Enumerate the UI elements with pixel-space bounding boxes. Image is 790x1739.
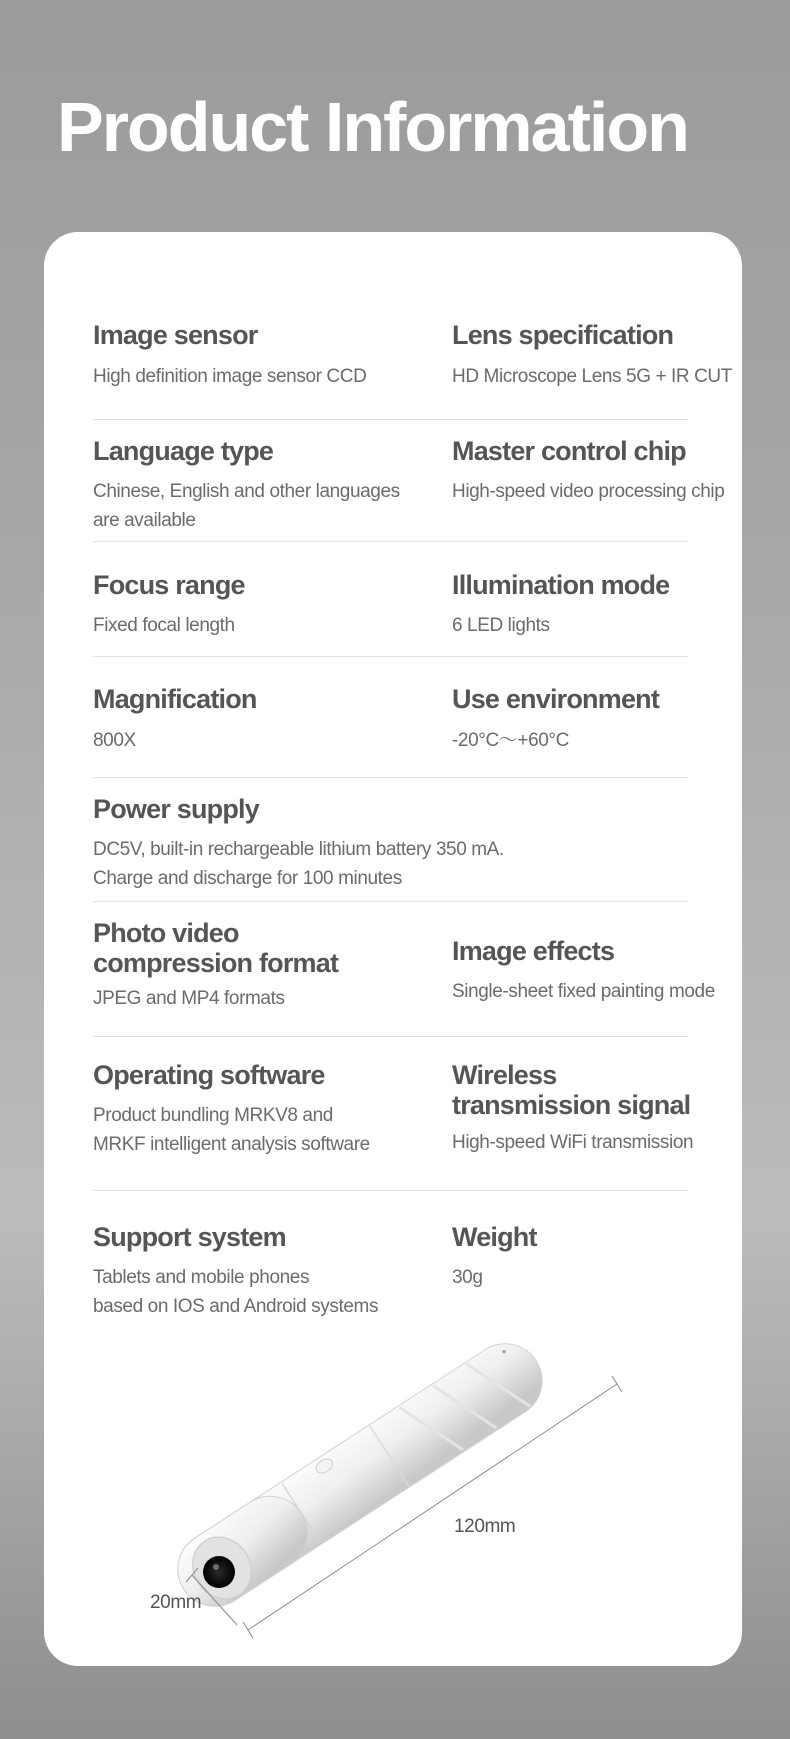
spec-label-illumination-mode: Illumination mode (452, 570, 670, 600)
spec-label-weight: Weight (452, 1222, 537, 1252)
microscope-illustration (130, 1300, 650, 1650)
spec-label-wireless-transmission: Wireless transmission signal (452, 1060, 691, 1120)
spec-value-focus-range: Fixed focal length (93, 615, 235, 636)
diameter-dimension-label: 20mm (150, 1592, 202, 1613)
spec-value-compression-format: JPEG and MP4 formats (93, 988, 285, 1009)
spec-label-language-type: Language type (93, 436, 274, 466)
spec-value-language-type: Chinese, English and other languages are available (93, 481, 400, 531)
spec-value-operating-software: Product bundling MRKV8 and MRKF intelligent analysis software (93, 1105, 370, 1155)
length-dimension-label: 120mm (454, 1516, 516, 1537)
spec-value-magnification: 800X (93, 730, 136, 751)
spec-value-illumination-mode: 6 LED lights (452, 615, 550, 636)
spec-label-image-sensor: Image sensor (93, 320, 258, 350)
spec-value-lens-specification: HD Microscope Lens 5G + IR CUT (452, 366, 732, 387)
spec-label-lens-specification: Lens specification (452, 320, 674, 350)
divider (93, 1036, 688, 1037)
spec-label-support-system: Support system (93, 1222, 286, 1252)
spec-value-image-effects: Single-sheet fixed painting mode (452, 981, 715, 1002)
spec-value-master-control-chip: High-speed video processing chip (452, 481, 725, 502)
spec-label-compression-format: Photo video compression format (93, 918, 339, 978)
divider (93, 1190, 688, 1191)
spec-value-support-system: Tablets and mobile phones based on IOS and Android systems (93, 1267, 379, 1317)
spec-value-use-environment: -20°C～+60°C (452, 730, 569, 751)
spec-label-master-control-chip: Master control chip (452, 436, 686, 466)
spec-label-operating-software: Operating software (93, 1060, 325, 1090)
divider (93, 901, 688, 902)
divider (93, 419, 688, 420)
spec-value-weight: 30g (452, 1267, 483, 1288)
spec-label-focus-range: Focus range (93, 570, 245, 600)
spec-value-power-supply: DC5V, built-in rechargeable lithium battery 350 mA. Charge and discharge for 100 minutes (93, 839, 504, 889)
spec-value-wireless-transmission: High-speed WiFi transmission (452, 1132, 694, 1153)
spec-value-image-sensor: High definition image sensor CCD (93, 366, 367, 387)
divider (93, 777, 688, 778)
page-title: Product Information (57, 88, 688, 166)
spec-label-power-supply: Power supply (93, 794, 259, 824)
divider (93, 541, 688, 542)
divider (93, 656, 688, 657)
spec-label-image-effects: Image effects (452, 936, 615, 966)
spec-label-magnification: Magnification (93, 684, 257, 714)
spec-label-use-environment: Use environment (452, 684, 660, 714)
